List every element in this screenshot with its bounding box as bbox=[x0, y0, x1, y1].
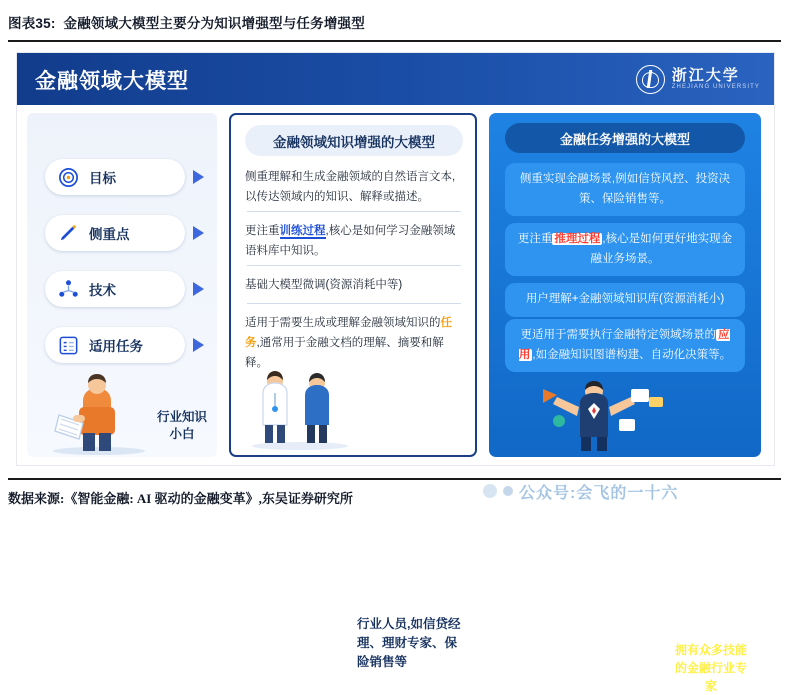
task-row-goal bbox=[505, 163, 745, 216]
arrow-icon bbox=[193, 282, 204, 296]
knowledge-row-tasks-suffix: ,通常用于金融文档的理解、摘要和解释。 bbox=[245, 337, 444, 370]
task-row-tasks bbox=[505, 319, 745, 372]
knowledge-illustration-label: 行业人员,如信贷经理、理财专家、保险销售等 bbox=[357, 617, 461, 669]
task-row-tasks-prefix: 更适用于需要执行金融特定领域场景的 bbox=[520, 329, 716, 341]
dimension-item-goal[interactable] bbox=[45, 159, 185, 195]
task-row-goal-text: 侧重实现金融场景,例如信贷风控、投资决策、保险销售等。 bbox=[519, 173, 731, 205]
task-row-tasks-highlight: 应用 bbox=[518, 329, 730, 361]
dimension-label: 目标 bbox=[89, 171, 116, 186]
knowledge-panel-heading bbox=[245, 125, 463, 156]
person-reading-book-illustration bbox=[39, 371, 211, 457]
caption-divider-top bbox=[8, 40, 781, 42]
dimension-label: 适用任务 bbox=[89, 339, 143, 354]
watermark bbox=[483, 477, 783, 505]
source-note: 数据来源:《智能金融: AI 驱动的金融变革》,东吴证券研究所 bbox=[8, 491, 353, 506]
knowledge-row-technology bbox=[245, 275, 463, 295]
logo-name-en: ZHEJIANG UNIVERSITY bbox=[671, 83, 760, 90]
figure-caption-text: 金融领域大模型主要分为知识增强型与任务增强型 bbox=[63, 16, 365, 31]
task-panel-heading-text: 金融任务增强的大模型 bbox=[559, 131, 690, 147]
dimension-item-technology[interactable] bbox=[45, 271, 185, 307]
task-illustration-label: 拥有众多技能的金融行业专家 bbox=[675, 643, 748, 693]
pen-icon bbox=[57, 222, 80, 245]
knowledge-row-goal bbox=[245, 167, 463, 207]
task-row-focus-highlight: 推理过程 bbox=[554, 233, 601, 245]
slide-header bbox=[17, 53, 774, 105]
slide-title: 金融领域大模型 bbox=[35, 70, 189, 93]
doctor-and-professional-illustration bbox=[245, 363, 463, 669]
arrow-icon bbox=[193, 338, 204, 352]
figure-caption bbox=[8, 12, 781, 32]
university-logo bbox=[636, 63, 760, 95]
novice-label: 行业知识小白 bbox=[156, 410, 207, 442]
caption-divider-bottom bbox=[8, 478, 781, 480]
watermark-text: 公众号:会飞的一十六 bbox=[519, 484, 679, 502]
row-divider bbox=[247, 211, 461, 212]
knowledge-row-focus-prefix: 更注重 bbox=[245, 225, 280, 237]
dimension-item-tasks[interactable] bbox=[45, 327, 185, 363]
task-row-focus-prefix: 更注重 bbox=[517, 233, 553, 245]
row-divider bbox=[247, 303, 461, 304]
knowledge-row-focus bbox=[245, 221, 463, 261]
watermark-dot-icon bbox=[503, 486, 513, 496]
knowledge-row-technology-text: 基础大模型微调(资源消耗中等) bbox=[245, 279, 403, 291]
dimension-label: 技术 bbox=[89, 283, 116, 298]
target-icon bbox=[57, 166, 80, 189]
watermark-dot-icon bbox=[483, 484, 497, 498]
logo-name-cn: 浙江大学 bbox=[671, 66, 740, 84]
people-network-icon bbox=[57, 278, 80, 301]
knowledge-panel-heading-text: 金融领域知识增强的大模型 bbox=[273, 134, 435, 150]
task-row-focus-suffix: ,核心是如何更好地实现金融业务场景。 bbox=[590, 233, 733, 265]
dimension-item-focus[interactable] bbox=[45, 215, 185, 251]
row-divider bbox=[247, 265, 461, 266]
knowledge-row-focus-suffix: ,核心是如何学习金融领域语料库中知识。 bbox=[245, 225, 456, 258]
task-row-technology-text: 用户理解+金融领域知识库(资源消耗小) bbox=[525, 293, 725, 305]
figure-number: 图表35: bbox=[8, 16, 56, 31]
dimension-list-panel bbox=[27, 113, 217, 457]
zju-logo-icon bbox=[636, 65, 665, 94]
checklist-icon bbox=[57, 334, 80, 357]
arrow-icon bbox=[193, 170, 204, 184]
knowledge-row-tasks-highlight: 任务 bbox=[245, 317, 452, 350]
dimension-label: 侧重点 bbox=[89, 227, 130, 242]
knowledge-enhanced-panel bbox=[229, 113, 477, 669]
arrow-icon bbox=[193, 226, 204, 240]
logo-text bbox=[672, 68, 760, 90]
knowledge-row-goal-text: 侧重理解和生成金融领域的自然语言文本,以传达领域内的知识、解释或描述。 bbox=[245, 171, 456, 204]
knowledge-row-focus-highlight: 训练过程 bbox=[279, 225, 326, 237]
task-panel-heading bbox=[505, 123, 745, 153]
task-row-focus bbox=[505, 223, 745, 276]
task-row-technology bbox=[505, 283, 745, 317]
task-row-tasks-suffix: ,如金融知识图谱构建、自动化决策等。 bbox=[532, 348, 732, 361]
knowledge-row-tasks-prefix: 适用于需要生成或理解金融领域知识的 bbox=[245, 317, 441, 329]
